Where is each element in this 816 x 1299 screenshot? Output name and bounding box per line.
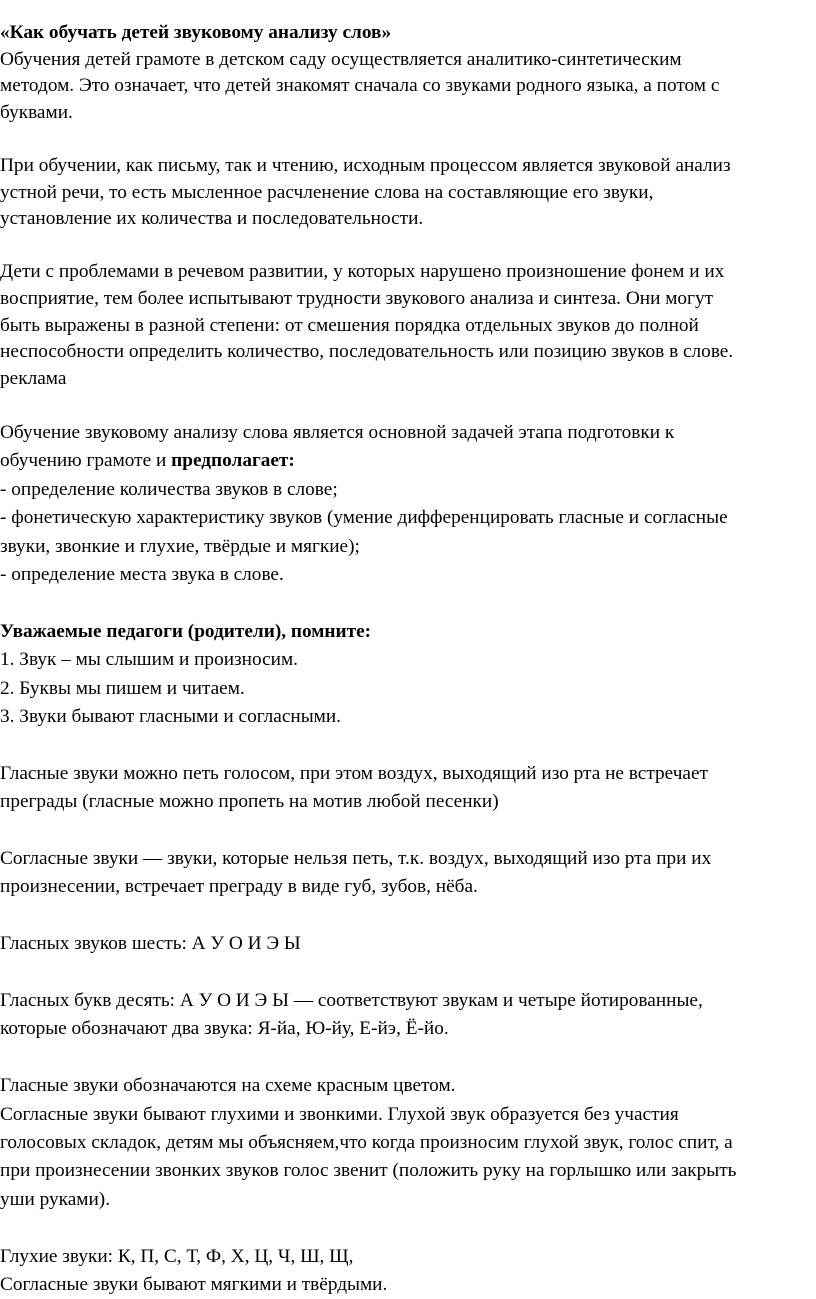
list-item: 3. Звуки бывают гласными и согласными.	[0, 705, 341, 727]
list-item: - определение места звука в слове.	[0, 563, 284, 585]
list-item: - фонетическую характеристику звуков (умение дифференцировать гласные и согласные	[0, 507, 728, 529]
paragraph-line: Гласных звуков шесть: А У О И Э Ы	[0, 933, 301, 955]
emphasis-text: предполагает:	[171, 450, 295, 472]
paragraph-speech-problems	[0, 259, 812, 392]
list-item: - определение количества звуков в слове;	[0, 478, 338, 500]
paragraph-line: Обучение звуковому анализу слова является основной задачей этапа подготовки к	[0, 421, 675, 443]
reminder-heading: Уважаемые педагоги (родители), помните:	[0, 620, 372, 642]
paragraph-line: преграды (гласные можно пропеть на мотив любой песенки)	[0, 791, 499, 813]
paragraph-line: уши руками).	[0, 1188, 111, 1210]
paragraph-line: Согласные звуки бывают глухими и звонкими. Глухой звук образуется без участия	[0, 1103, 679, 1125]
document-body	[0, 20, 812, 1299]
paragraph-line: восприятие, тем более испытывают трудности звукового анализа и синтеза. Они могут	[0, 287, 714, 309]
paragraph-consonants	[0, 845, 812, 902]
paragraph-line: Гласные звуки можно петь голосом, при этом воздух, выходящий изо рта не встречает	[0, 762, 708, 784]
paragraph-line: которые обозначают два звука: Я-йа, Ю-йу, Е-йэ, Ё-йо.	[0, 1018, 449, 1040]
paragraph-voiced-voiceless	[0, 1072, 812, 1214]
paragraph-line: При обучении, как письму, так и чтению, исходным процессом является звуковой анализ	[0, 154, 731, 176]
paragraph-line: голосовых складок, детям мы объясняем,что когда произносим глухой звук, голос спит, а	[0, 1131, 733, 1153]
paragraph-text: обучению грамоте и	[0, 450, 172, 472]
paragraph-line: неспособности определить количество, последовательность или позицию звуков в слове.	[0, 341, 734, 363]
paragraph-line: Согласные звуки бывают мягкими и твёрдыми.	[0, 1273, 388, 1295]
ad-label: реклама	[0, 367, 67, 389]
paragraph-line	[0, 447, 812, 475]
paragraph-line: при произнесении звонких звуков голос звенит (положить руку на горлышко или закрыть	[0, 1160, 737, 1182]
paragraph-line: Согласные звуки — звуки, которые нельзя петь, т.к. воздух, выходящий изо рта при их	[0, 847, 712, 869]
paragraph-line: установление их количества и последовательности.	[0, 208, 424, 230]
paragraph-line: устной речи, то есть мысленное расчленение слова на составляющие его звуки,	[0, 181, 654, 203]
paragraph-vowel-sounds	[0, 930, 812, 958]
paragraph-learning-goals	[0, 419, 812, 589]
list-item: 1. Звук – мы слышим и произносим.	[0, 649, 298, 671]
intro-line: Обучения детей грамоте в детском саду осуществляется аналитико-синтетическим	[0, 48, 682, 70]
intro-line: методом. Это означает, что детей знакомят сначала со звуками родного языка, а потом с	[0, 75, 720, 97]
paragraph-voiceless-list	[0, 1243, 812, 1299]
paragraph-line: Глухие звуки: К, П, С, Т, Ф, Х, Ц, Ч, Ш, Щ,	[0, 1245, 354, 1267]
intro-line: буквами.	[0, 101, 73, 123]
document-title: «Как обучать детей звуковому анализу слов»	[0, 22, 392, 43]
reminder-section	[0, 618, 812, 732]
intro-section	[0, 20, 812, 126]
list-item: звуки, звонкие и глухие, твёрдые и мягкие);	[0, 535, 360, 557]
paragraph-vowel-letters	[0, 987, 812, 1044]
paragraph-line: Гласных букв десять: А У О И Э Ы — соответствуют звукам и четыре йотированные,	[0, 989, 703, 1011]
paragraph-vowels	[0, 760, 812, 817]
paragraph-line: произнесении, встречает преграду в виде губ, зубов, нёба.	[0, 876, 478, 898]
paragraph-line: Дети с проблемами в речевом развитии, у которых нарушено произношение фонем и их	[0, 261, 725, 283]
paragraph-line: быть выражены в разной степени: от смешения порядка отдельных звуков до полной	[0, 314, 699, 336]
list-item: 2. Буквы мы пишем и читаем.	[0, 677, 245, 699]
paragraph-line: Гласные звуки обозначаются на схеме красным цветом.	[0, 1075, 456, 1097]
paragraph-sound-analysis	[0, 153, 812, 233]
